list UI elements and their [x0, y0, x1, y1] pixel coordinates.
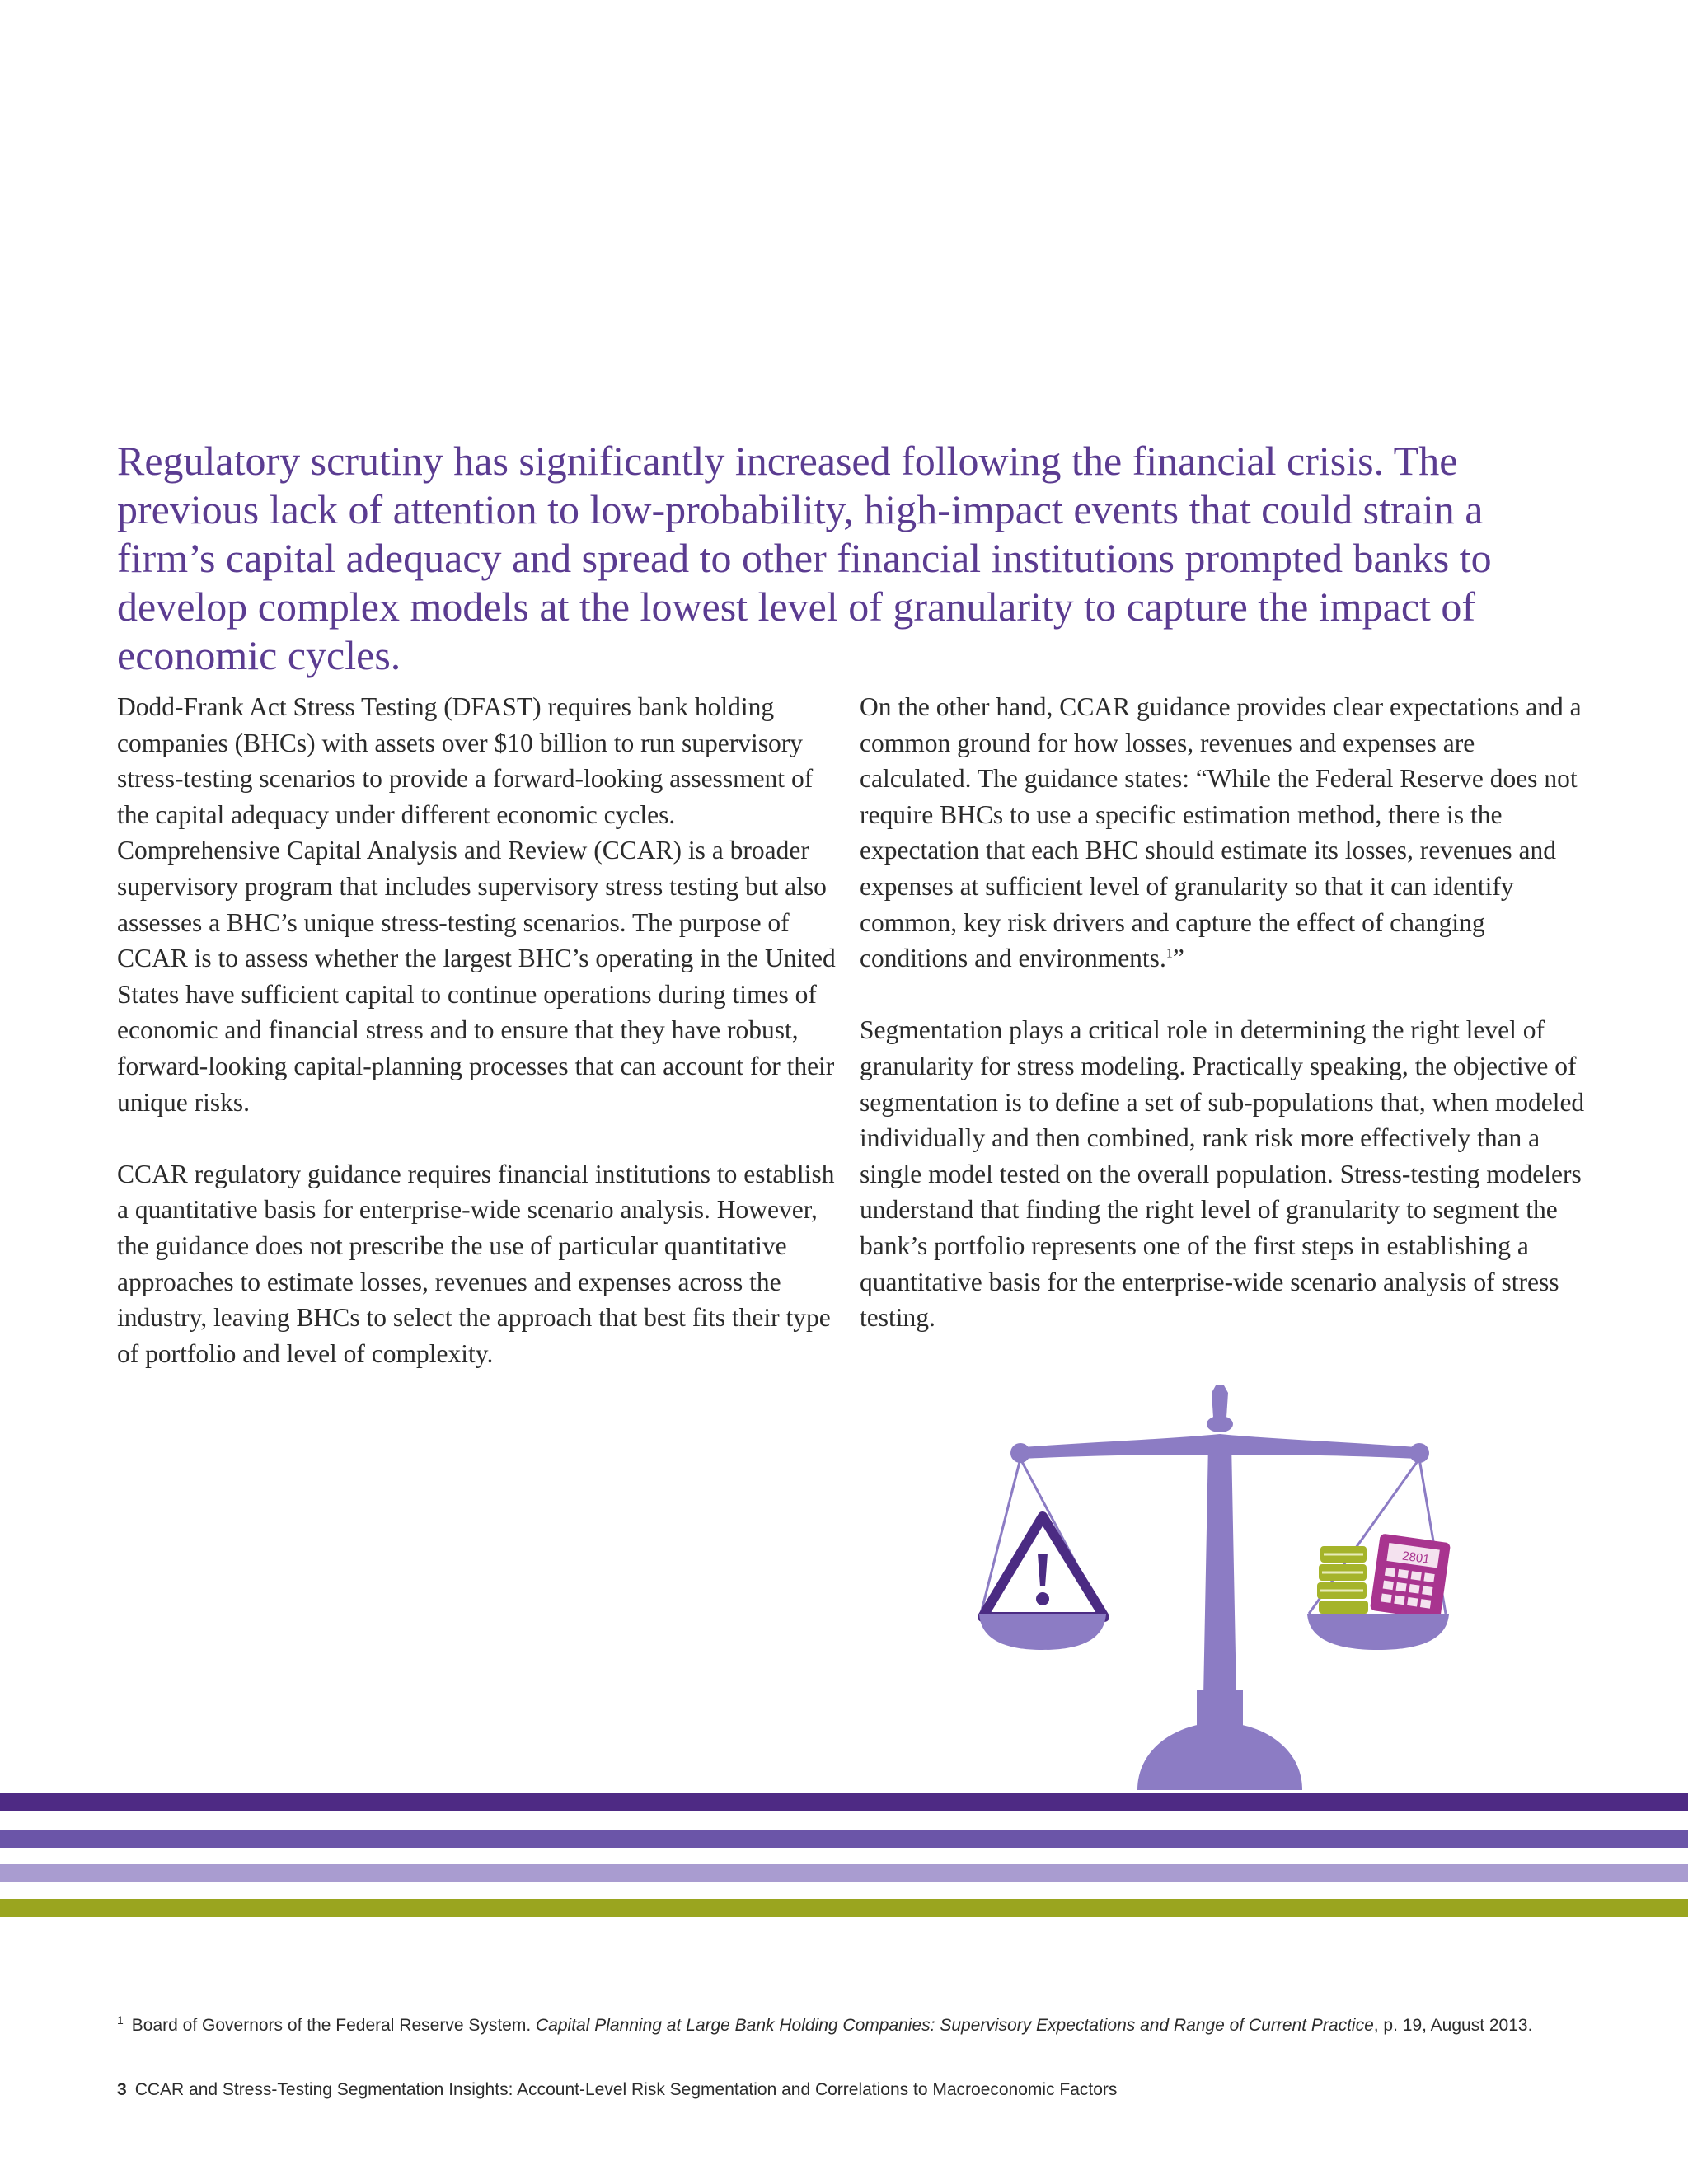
left-paragraph-2: CCAR regulatory guidance requires financial institutions to establish a quantitative basis for enterprise-wide scenario analysis. However, the guidance does not prescribe the use of particular quantitative approaches to estimate losses, revenues and expenses across the industry, leaving BHCs to select the approach that best fits their type of portfolio and level of complexity. — [117, 1159, 835, 1368]
footnote — [117, 2008, 1650, 2038]
right-paragraph-1 — [860, 689, 1585, 977]
footnote-marker: 1 — [1165, 946, 1173, 961]
calculator-display: 2801 — [1401, 1549, 1431, 1567]
page-footer — [117, 2080, 1117, 2100]
footnote-title: Capital Planning at Large Bank Holding Companies: Supervisory Expectations and Range of Current Practice — [536, 2016, 1374, 2035]
right-paragraph-1-text: On the other hand, CCAR guidance provides clear expectations and a common ground for how losses, revenues and expenses are calculated. The guidance states: “While the Federal Reserve does not require BHCs to use a specific estimation method, there is the expectation that each BHC should estimate its losses, revenues and expenses at sufficient level of granularity so that it can identify common, key risk drivers and capture the effect of changing conditions and environments. — [860, 692, 1582, 973]
left-paragraph-1: Dodd-Frank Act Stress Testing (DFAST) requires bank holding companies (BHCs) with assets over $10 billion to run supervisory stress-testing scenarios to provide a forward-looking assessment of the capital adequacy under different economic cycles. Comprehensive Capital Analysis and Review (CCAR) is a broader supervisory program that includes supervisory stress testing but also assesses a BHC’s unique stress-testing scenarios. The purpose of CCAR is to assess whether the largest BHC’s operating in the United States have sufficient capital to continue operations during times of economic and financial stress and to ensure that they have robust, forward-looking capital-planning processes that can account for their unique risks. — [117, 692, 836, 1117]
right-paragraph-2: Segmentation plays a critical role in determining the right level of granularity for stress modeling. Practically speaking, the objective of segmentation is to define a set of sub-populations that, when modeled individually and then combined, rank risk more effectively than a single model tested on the overall population. Stress-testing modelers understand that finding the right level of granularity to segment the bank’s portfolio represents one of the first steps in establishing a quantitative basis for the enterprise-wide scenario analysis of stress testing. — [860, 1015, 1585, 1333]
close-quote: ” — [1172, 944, 1184, 973]
balance-scale-icon — [964, 1385, 1475, 1797]
decorative-stripes — [0, 1790, 1688, 1922]
right-column — [860, 689, 1585, 1371]
footnote-number: 1 — [117, 2013, 124, 2027]
page-number: 3 — [117, 2080, 127, 2099]
footer-title: CCAR and Stress-Testing Segmentation Insights: Account-Level Risk Segmentation and Correlations to Macroeconomic Factors — [134, 2080, 1118, 2099]
lead-paragraph: Regulatory scrutiny has significantly increased following the financial crisis. The previous lack of attention to low-probability, high-impact events that could strain a firm’s capital adequacy and spread to other financial institutions prompted banks to develop complex models at the lowest level of granularity to capture the impact of economic cycles. — [117, 438, 1492, 678]
calculator-icon — [1370, 1533, 1451, 1619]
money-stack-icon — [1317, 1546, 1368, 1614]
footnote-text-before: Board of Governors of the Federal Reserve System. — [131, 2016, 537, 2035]
footnote-text-after: , p. 19, August 2013. — [1373, 2016, 1533, 2035]
left-column — [117, 689, 842, 1408]
